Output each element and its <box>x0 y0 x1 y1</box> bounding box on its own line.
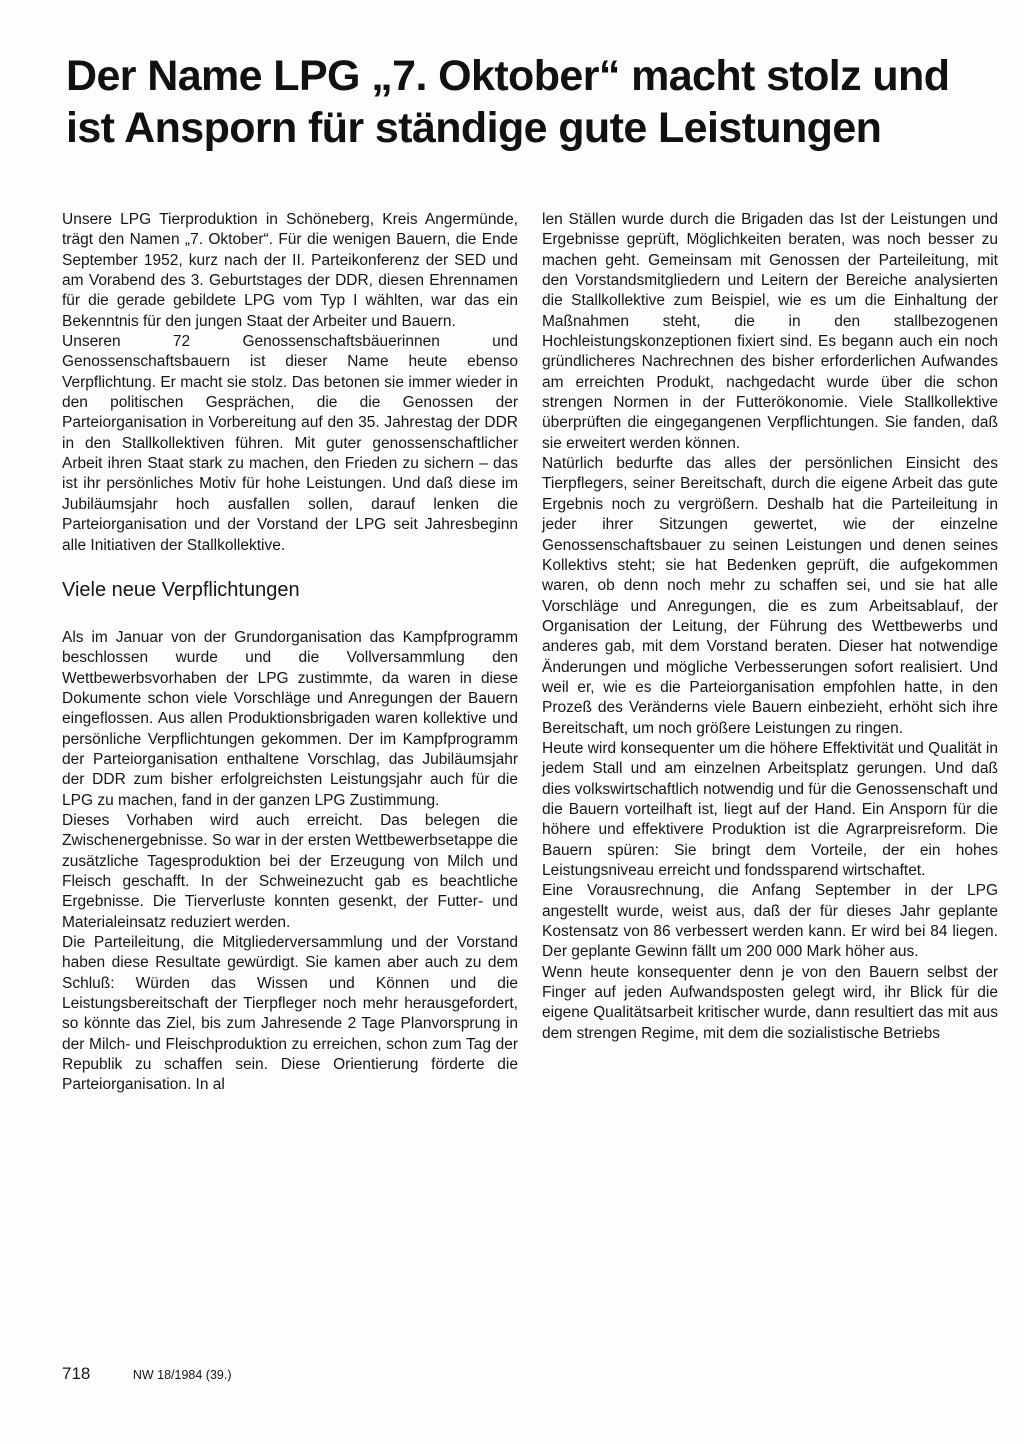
body-paragraph: Natürlich bedurfte das alles der persönlichen Einsicht des Tierpflegers, seiner Bereitschaft, durch die eigene Arbeit das gute Ergebnis noch zu vergrößern. Deshalb hat die Parteileitung in jeder ihrer Sitzungen gewertet, wie der einzelne Genossenschaftsbauer zu seinen Leistungen und denen seines Kollektivs steht; sie hat Bedenken geprüft, die aufgekommen waren, ob denn noch mehr zu schaffen sei, und sie hat alle Vorschläge und Anregungen, die es zum Arbeitsablauf, der Organisation der Leitung, der Führung des Wettbewerbs und anderes gab, mit dem Vorstand beraten. Dieser hat notwendige Änderungen und mögliche Verbesserungen sofort realisiert. Und weil er, wie es die Parteiorganisation empfohlen hatte, in den Prozeß des Veränderns viele Bauern einbezieht, erhöht sich ihre Bereitschaft, um noch größere Leistungen zu ringen. <box>542 455 998 737</box>
left-column <box>62 210 518 1096</box>
spacer <box>62 602 518 628</box>
headline-line-2: ist Ansporn für ständige gute Leistungen <box>66 104 882 152</box>
body-paragraph: Eine Vorausrechnung, die Anfang September in der LPG angestellt wurde, weist aus, daß der für dieses Jahr geplante Kostensatz von 86 verbessert werden kann. Er wird bei 84 liegen. Der geplante Gewinn fällt um 200 000 Mark höher aus. <box>542 882 998 961</box>
spacer <box>62 556 518 578</box>
section-subheading: Viele neue Verpflichtungen <box>62 578 300 601</box>
body-paragraph: Unseren 72 Genossenschaftsbäuerinnen und Genossenschaftsbauern ist dieser Name heute ebenso Verpflichtung. Er macht sie stolz. Das betonen sie immer wieder in den politischen Gesprächen, die die Genossen der Parteiorganisation in Vorbereitung auf den 35. Jahrestag der DDR in den Stallkollektiven führen. Mit guter genossenschaftlicher Arbeit ihren Staat stark zu machen, den Frieden zu sichern – das ist ihr persönliches Motiv für hohe Leistungen. Und daß diese im Jubiläumsjahr hoch ausfallen sollen, darauf lenken die Parteiorganisation und der Vorstand der LPG seit Jahresbeginn alle Initiativen der Stallkollektive. <box>62 333 518 554</box>
headline-line-1: Der Name LPG „7. Oktober“ macht stolz und <box>66 52 950 100</box>
issue-reference: NW 18/1984 (39.) <box>132 1368 232 1382</box>
body-paragraph: Wenn heute konsequenter denn je von den Bauern selbst der Finger auf jeden Aufwandsposten gelegt wird, ihr Blick für die eigene Qualitätsarbeit kritischer wurde, dann resultiert das mit aus dem strengen Regime, mit dem die sozialistische Betriebs <box>542 963 998 1042</box>
body-paragraph: Als im Januar von der Grundorganisation das Kampfprogramm beschlossen wurde und die Vollversammlung den Wettbewerbsvorhaben der LPG zustimmte, da waren in diese Dokumente schon viele Vorschläge und Anregungen der Bauern eingeflossen. Aus allen Produktionsbrigaden waren kollektive und persönliche Verpflichtungen gekommen. Der im Kampfprogramm der Parteiorganisation enthaltene Vorschlag, das Jubiläumsjahr der DDR zum bisher erfolgreichsten Leistungsjahr auch für die LPG zu machen, fand in der ganzen LPG Zustimmung. <box>62 628 518 809</box>
body-paragraph: len Ställen wurde durch die Brigaden das Ist der Leistungen und Ergebnisse geprüft, Möglichkeiten beraten, was noch besser zu machen geht. Gemeinsam mit Genossen der Parteileitung, mit den Vorstandsmitgliedern und Leitern der Bereiche analysierten die Stallkollektive zum Beispiel, wie es um die Einhaltung der Maßnahmen steht, die in den stallbezogenen Hochleistungskonzeptionen fixiert sind. Es begann auch ein noch gründlicheres Nachrechnen des bisher erforderlichen Aufwandes am erreichten Produkt, nachgedacht wurde über die schon strengen Normen in der Futterökonomie. Viele Stallkollektive überprüften die eingegangenen Verpflichtungen. Sie fanden, daß sie erweitert werden können. <box>542 211 998 452</box>
body-paragraph: Die Parteileitung, die Mitgliederversammlung und der Vorstand haben diese Resultate gewürdigt. Sie kamen aber auch zu dem Schluß: Würden das Wissen und Können und die Leistungsbereitschaft der Tierpfleger noch mehr herausgefordert, so könnte das Ziel, bis zum Jahresende 2 Tage Planvorsprung in der Milch- und Fleischproduktion zu erreichen, schon zum Tag der Republik zu schaffen sein. Diese Orientierung förderte die Parteiorganisation. In al <box>62 934 518 1094</box>
article-headline <box>66 50 1011 154</box>
right-column <box>542 210 998 1044</box>
body-paragraph: Unsere LPG Tierproduktion in Schöneberg, Kreis Angermünde, trägt den Namen „7. Oktober“. Für die wenigen Bauern, die Ende September 1952, kurz nach der II. Parteikonferenz der SED und am Vorabend des 3. Geburtstages der DDR, diesen Ehrennamen für die gerade gebildete LPG vom Typ I wählten, war das ein Bekenntnis für den jungen Staat der Arbeiter und Bauern. <box>62 211 518 330</box>
body-paragraph: Heute wird konsequenter um die höhere Effektivität und Qualität in jedem Stall und am einzelnen Arbeitsplatz gerungen. Und daß dies volkswirtschaftlich notwendig und für die Genossenschaft und die Bauern vorteilhaft ist, liegt auf der Hand. Ein Ansporn für die höhere und effektivere Produktion ist die Agrarpreisreform. Die Bauern spüren: Sie bringt dem Vorteile, der ein hohes Leistungsniveau erreicht und fondssparend wirtschaftet. <box>542 739 998 879</box>
page-footer <box>62 1364 232 1384</box>
page-number: 718 <box>62 1364 91 1383</box>
body-paragraph: Dieses Vorhaben wird auch erreicht. Das belegen die Zwischenergebnisse. So war in der ersten Wettbewerbsetappe die zusätzliche Tagesproduktion bei der Erzeugung von Milch und Fleisch geschafft. In der Schweinezucht gab es beachtliche Ergebnisse. Die Tierverluste konnten gesenkt, der Futter- und Materialeinsatz reduziert werden. <box>62 811 518 931</box>
